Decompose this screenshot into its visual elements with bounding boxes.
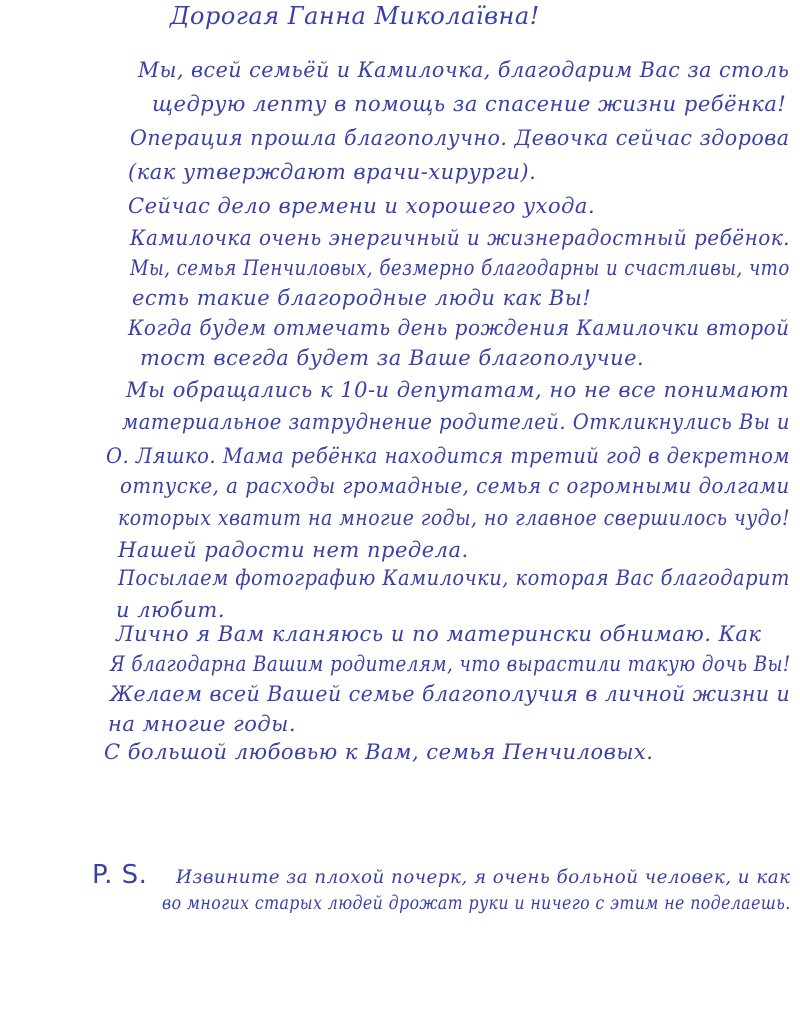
letter-line: отпуске, а расходы громадные, семья с огромными долгами bbox=[120, 474, 790, 498]
letter-line: которых хватит на многие годы, но главное свершилось чудо! bbox=[118, 506, 791, 530]
postscript-line: во многих старых людей дрожат руки и ничего с этим не поделаешь. bbox=[162, 892, 791, 914]
letter-signature: С большой любовью к Вам, семья Пенчиловых. bbox=[104, 740, 654, 764]
letter-line: Камилочка очень энергичный и жизнерадостный ребёнок. bbox=[130, 226, 790, 250]
letter-line: Мы, всей семьёй и Камилочка, благодарим Вас за столь bbox=[138, 58, 790, 82]
letter-line: (как утверждают врачи-хирурги). bbox=[128, 160, 537, 184]
letter-line: тост всегда будет за Ваше благополучие. bbox=[140, 346, 645, 370]
letter-greeting: Дорогая Ганна Миколаївна! bbox=[170, 2, 540, 30]
letter-line: Лично я Вам кланяюсь и по матерински обнимаю. Как bbox=[116, 622, 762, 646]
letter-line: Сейчас дело времени и хорошего ухода. bbox=[128, 194, 596, 218]
letter-line: щедрую лепту в помощь за спасение жизни ребёнка! bbox=[152, 92, 787, 116]
letter-line: на многие годы. bbox=[108, 712, 296, 736]
letter-line: Мы, семья Пенчиловых, безмерно благодарны и счастливы, что bbox=[130, 256, 790, 280]
letter-line: Я благодарна Вашим родителям, что вырастили такую дочь Вы! bbox=[110, 652, 791, 676]
letter-line: Когда будем отмечать день рождения Камилочки второй bbox=[128, 316, 790, 340]
letter-line: есть такие благородные люди как Вы! bbox=[132, 286, 592, 310]
letter-line: Мы обращались к 10-и депутатам, но не все понимают bbox=[126, 378, 790, 402]
letter-line: Нашей радости нет предела. bbox=[118, 538, 469, 562]
postscript-line: Извините за плохой почерк, я очень больной человек, и как bbox=[176, 866, 791, 888]
letter-line: Операция прошла благополучно. Девочка сейчас здорова bbox=[130, 126, 790, 150]
letter-line: О. Ляшко. Мама ребёнка находится третий год в декретном bbox=[106, 444, 790, 468]
letter-line: Посылаем фотографию Камилочки, которая Вас благодарит bbox=[118, 566, 790, 590]
postscript-mark: P. S. bbox=[92, 860, 148, 890]
letter-line: Желаем всей Вашей семье благополучия в личной жизни и bbox=[110, 682, 791, 706]
letter-line: и любит. bbox=[116, 598, 225, 622]
letter-line: материальное затруднение родителей. Откликнулись Вы и bbox=[122, 410, 791, 434]
